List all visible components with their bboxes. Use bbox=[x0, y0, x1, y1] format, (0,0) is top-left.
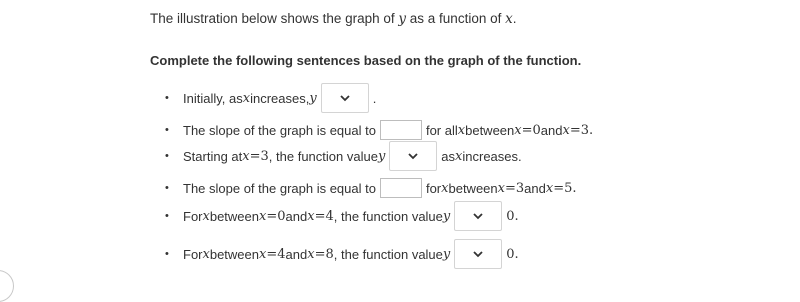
math-equals: = bbox=[504, 180, 516, 196]
sentence-item-1 bbox=[165, 87, 376, 109]
math-var-x: x bbox=[259, 246, 267, 262]
sentence-text: . bbox=[589, 122, 594, 138]
bullet: • bbox=[165, 210, 169, 222]
sentence-text: The slope of the graph is equal to bbox=[183, 122, 376, 138]
math-number: 5 bbox=[564, 180, 573, 196]
math-number: 4 bbox=[277, 246, 286, 262]
math-number: 3 bbox=[580, 122, 590, 138]
sentence-text: . bbox=[572, 180, 577, 196]
sentence-text: between bbox=[209, 208, 259, 224]
sentence-text: . bbox=[372, 90, 377, 106]
math-equals: = bbox=[249, 148, 261, 164]
math-var-x: x bbox=[307, 208, 315, 224]
intro-part: . bbox=[512, 11, 517, 26]
instructions-heading: Complete the following sentences based on the graph of the function. bbox=[150, 53, 582, 68]
partial-circle-button[interactable] bbox=[0, 270, 14, 302]
math-var-y: y bbox=[309, 90, 317, 106]
math-equals: = bbox=[314, 208, 326, 224]
math-number: 3 bbox=[260, 148, 269, 164]
math-var-y: y bbox=[377, 148, 386, 164]
sentence-text: between bbox=[448, 180, 498, 196]
math-var-x: x bbox=[242, 148, 250, 164]
sentence-text: , the function value bbox=[268, 148, 378, 164]
trend-dropdown-2[interactable] bbox=[389, 141, 437, 171]
sentence-text: for bbox=[425, 180, 442, 196]
sentence-text: increases, bbox=[250, 90, 310, 106]
sentence-item-5 bbox=[165, 205, 519, 227]
comparison-dropdown-2[interactable] bbox=[454, 239, 502, 269]
comparison-dropdown-1[interactable] bbox=[454, 201, 502, 231]
chevron-down-icon bbox=[408, 153, 418, 160]
sentence-text: between bbox=[465, 122, 515, 138]
math-equals: = bbox=[314, 246, 326, 262]
intro-text bbox=[150, 11, 516, 27]
math-var-x: x bbox=[202, 246, 210, 262]
sentence-text: Starting at bbox=[183, 148, 243, 164]
math-var-x: x bbox=[455, 148, 463, 164]
math-equals: = bbox=[569, 122, 581, 138]
math-equals: = bbox=[266, 208, 278, 224]
chevron-down-icon bbox=[473, 251, 483, 258]
math-var-x: x bbox=[441, 180, 449, 196]
sentence-text: and bbox=[285, 246, 308, 262]
math-var-x: x bbox=[457, 122, 466, 138]
math-var-x: x bbox=[514, 122, 522, 138]
slope-input-2[interactable] bbox=[380, 178, 422, 198]
sentence-item-6 bbox=[165, 243, 519, 265]
sentence-text: For bbox=[183, 208, 203, 224]
sentence-text: and bbox=[285, 208, 308, 224]
sentence-text: as bbox=[441, 148, 456, 164]
bullet: • bbox=[165, 182, 169, 194]
math-equals: = bbox=[266, 246, 278, 262]
sentence-text: for all bbox=[425, 122, 458, 138]
math-var-x: x bbox=[497, 180, 505, 196]
bullet: • bbox=[165, 124, 169, 136]
math-var-x: x bbox=[505, 11, 513, 27]
math-var-x: x bbox=[259, 208, 267, 224]
math-var-x: x bbox=[307, 246, 315, 262]
sentence-text: and bbox=[540, 122, 563, 138]
bullet: • bbox=[165, 150, 169, 162]
sentence-text: For bbox=[183, 246, 203, 262]
math-number: 4 bbox=[325, 208, 334, 224]
sentence-text: Initially, as bbox=[183, 90, 243, 106]
chevron-down-icon bbox=[473, 213, 483, 220]
slope-input-1[interactable] bbox=[380, 120, 422, 140]
math-number: 3 bbox=[515, 180, 525, 196]
sentence-item-2 bbox=[165, 119, 593, 141]
math-var-x: x bbox=[242, 90, 251, 106]
math-number: 8 bbox=[325, 246, 334, 262]
sentence-text: and bbox=[524, 180, 546, 196]
sentence-text: increases. bbox=[462, 148, 522, 164]
sentence-item-3 bbox=[165, 145, 522, 167]
math-var-x: x bbox=[545, 180, 554, 196]
sentence-text: 0. bbox=[506, 208, 519, 224]
chevron-down-icon bbox=[340, 95, 350, 102]
intro-part: The illustration below shows the graph of bbox=[150, 11, 399, 26]
math-equals: = bbox=[553, 180, 565, 196]
math-equals: = bbox=[521, 122, 533, 138]
sentence-text: 0. bbox=[506, 246, 519, 262]
bullet: • bbox=[165, 92, 169, 104]
math-var-y: y bbox=[398, 11, 407, 27]
math-number: 0 bbox=[532, 122, 541, 138]
math-var-x: x bbox=[562, 122, 570, 138]
intro-part: as a function of bbox=[406, 11, 506, 26]
sentence-text: The slope of the graph is equal to bbox=[183, 180, 376, 196]
math-var-y: y bbox=[442, 208, 451, 224]
bullet: • bbox=[165, 248, 169, 260]
sentence-text: between bbox=[209, 246, 259, 262]
sentence-text: , the function value bbox=[333, 246, 443, 262]
math-var-y: y bbox=[442, 246, 451, 262]
sentence-text: , the function value bbox=[333, 208, 443, 224]
sentence-item-4 bbox=[165, 177, 577, 199]
trend-dropdown-1[interactable] bbox=[321, 83, 369, 113]
math-var-x: x bbox=[202, 208, 210, 224]
math-number: 0 bbox=[277, 208, 286, 224]
